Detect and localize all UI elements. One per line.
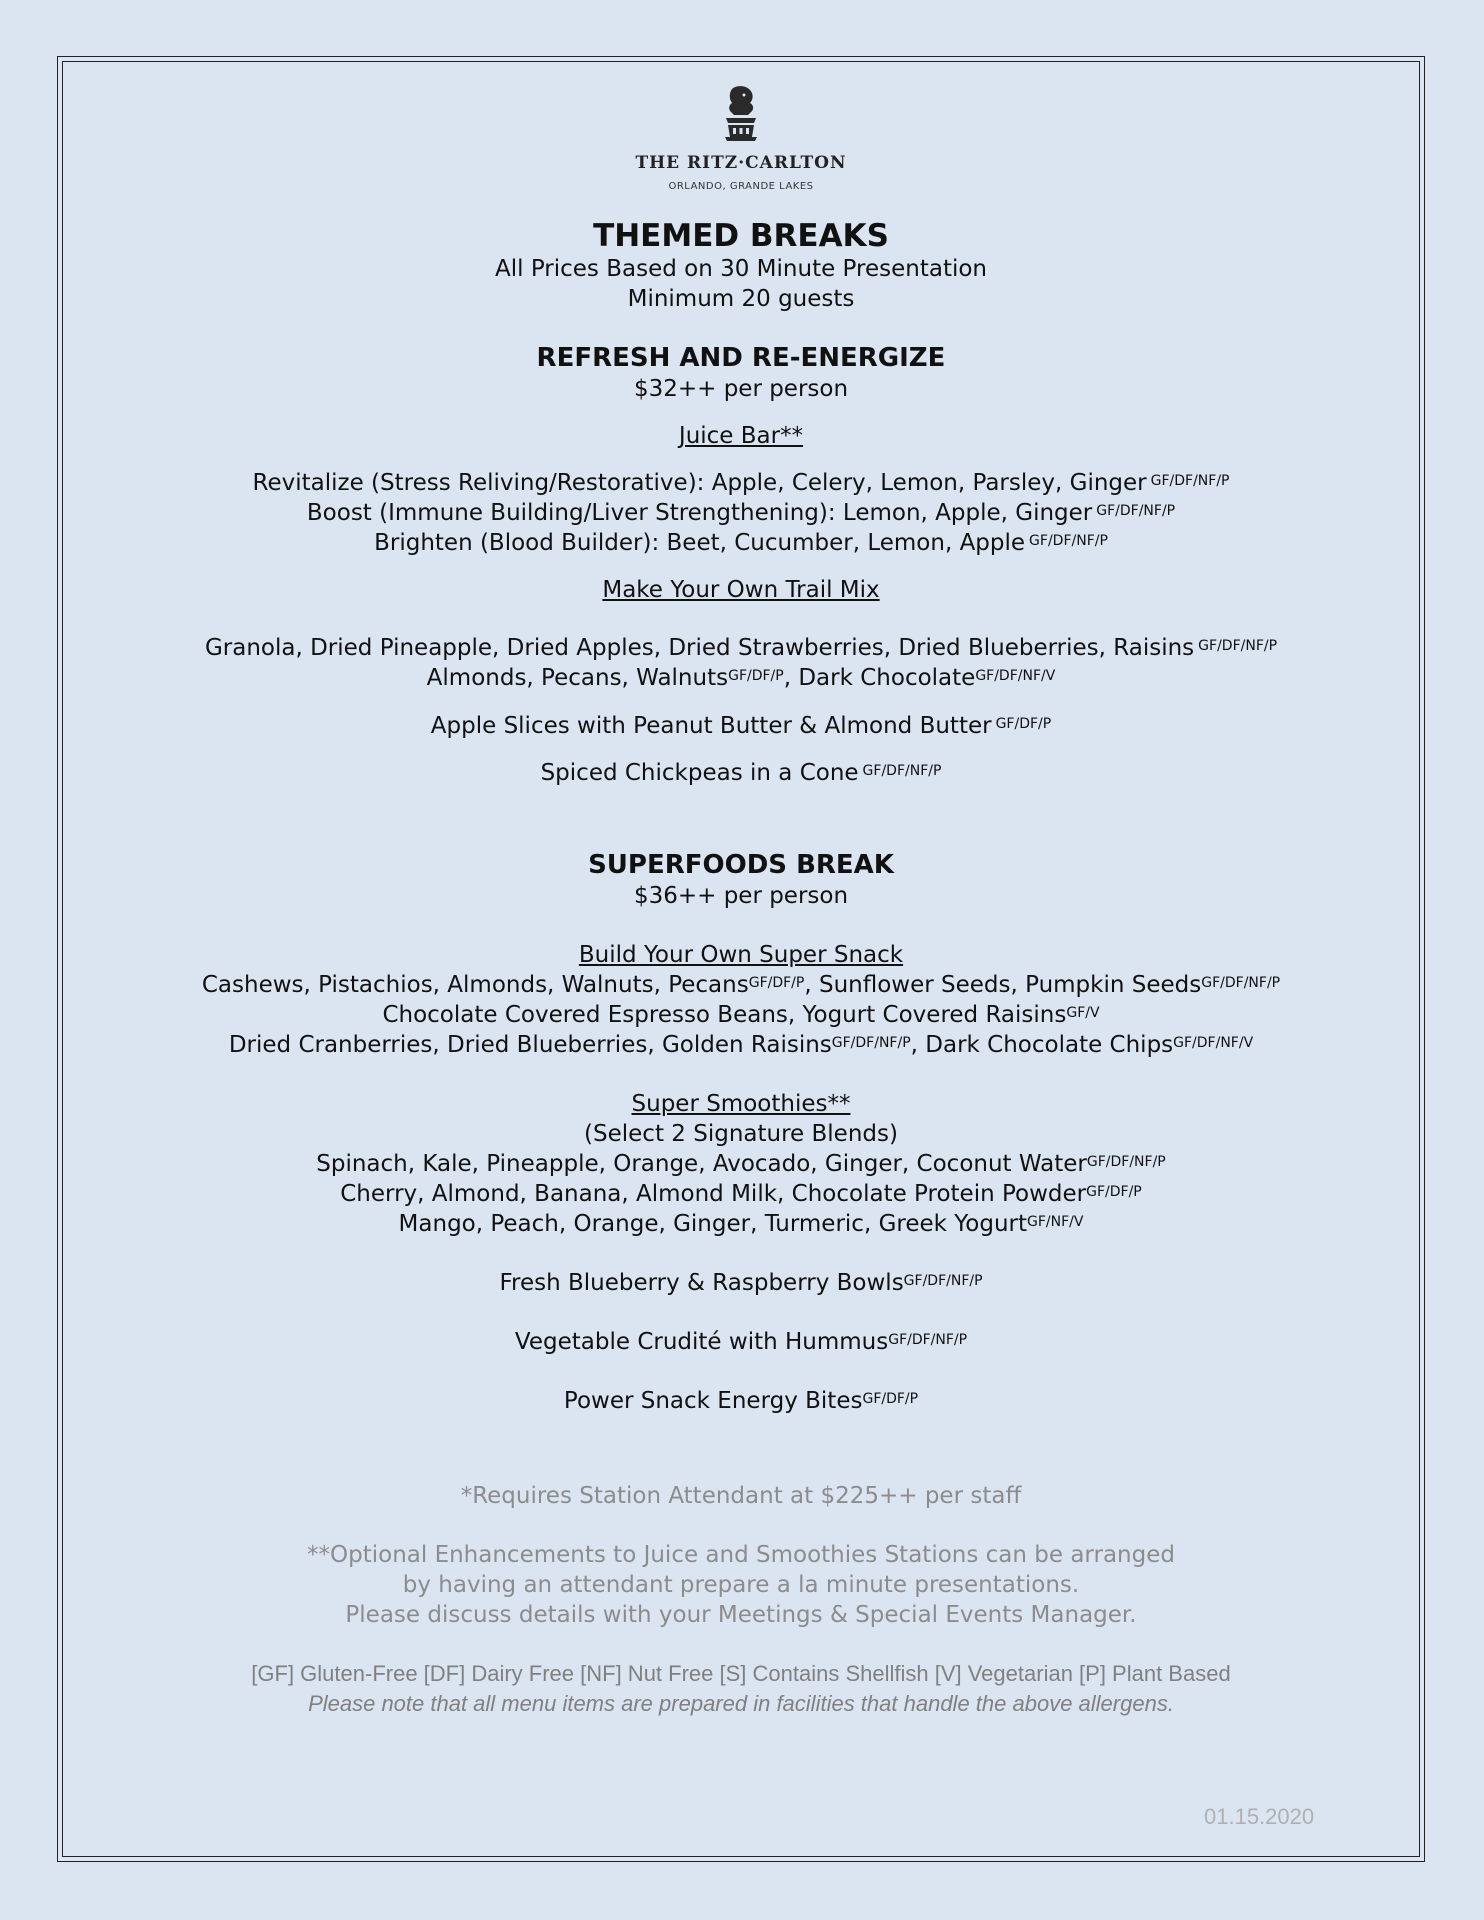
diet-tag: GF/DF/P <box>995 716 1052 732</box>
menu-item-brighten <box>62 528 1420 558</box>
diet-tag: GF/DF/P <box>862 1391 919 1407</box>
diet-tag: GF/DF/NF/P <box>1096 503 1176 519</box>
menu-item-snack-nuts <box>62 970 1420 1000</box>
diet-tag: GF/DF/NF/P <box>888 1332 968 1348</box>
revision-date: 01.15.2020 <box>1204 1804 1315 1829</box>
section-title-refresh: REFRESH AND RE-ENERGIZE <box>536 343 946 373</box>
diet-tag: GF/DF/NF/V <box>975 668 1056 684</box>
smoothie-select-note: (Select 2 Signature Blends) <box>584 1121 898 1147</box>
item-text: Boost (Immune Building/Liver Strengthening): Lemon, Apple, Ginger <box>306 500 1093 526</box>
item-text: Spiced Chickpeas in a Cone <box>540 760 859 786</box>
item-text: Cashews, Pistachios, Almonds, Walnuts, Pecans <box>201 972 749 998</box>
subtitle-presentation: All Prices Based on 30 Minute Presentation <box>495 256 987 282</box>
enhancement-note-3: Please discuss details with your Meetings & Special Events Manager. <box>345 1602 1137 1628</box>
brand-name: THE RITZ·CARLTON <box>635 153 847 173</box>
item-text: Cherry, Almond, Banana, Almond Milk, Chocolate Protein Powder <box>340 1181 1087 1207</box>
item-text: Dried Cranberries, Dried Blueberries, Golden Raisins <box>228 1032 832 1058</box>
item-text: Mango, Peach, Orange, Ginger, Turmeric, Greek Yogurt <box>398 1211 1027 1237</box>
allergen-legend: [GF] Gluten-Free [DF] Dairy Free [NF] Nut Free [S] Contains Shellfish [V] Vegetarian [P] Plant Based <box>251 1661 1231 1686</box>
lion-crown-logo-icon <box>62 85 1420 147</box>
menu-item-revitalize <box>62 468 1420 498</box>
subheading-juice-bar: Juice Bar** <box>678 423 804 449</box>
item-text: , Dark Chocolate <box>783 665 976 691</box>
subheading-super-smoothies: Super Smoothies** <box>631 1091 851 1117</box>
subheading-super-snack: Build Your Own Super Snack <box>578 942 904 968</box>
menu-item-trail-dried <box>62 633 1420 663</box>
diet-tag: GF/DF/NF/P <box>1198 638 1278 654</box>
item-text: , Sunflower Seeds, Pumpkin Seeds <box>804 972 1202 998</box>
diet-tag: GF/DF/NF/P <box>1150 473 1230 489</box>
menu-item-apple-slices <box>62 711 1420 741</box>
item-text: Almonds, Pecans, Walnuts <box>426 665 729 691</box>
enhancement-note-1: **Optional Enhancements to Juice and Smoothies Stations can be arranged <box>307 1542 1175 1568</box>
item-text: Brighten (Blood Builder): Beet, Cucumber, Lemon, Apple <box>374 530 1026 556</box>
menu-item-smoothie-mango <box>62 1209 1420 1239</box>
menu-item-trail-nuts <box>62 663 1420 693</box>
subtitle-minimum: Minimum 20 guests <box>627 286 855 312</box>
menu-item-smoothie-cherry <box>62 1179 1420 1209</box>
diet-tag: GF/DF/NF/P <box>862 763 942 779</box>
diet-tag: GF/DF/NF/P <box>903 1273 983 1289</box>
diet-tag: GF/DF/NF/P <box>1086 1154 1166 1170</box>
item-text: Chocolate Covered Espresso Beans, Yogurt Covered Raisins <box>382 1002 1067 1028</box>
diet-tag: GF/DF/NF/P <box>1029 533 1108 549</box>
price-superfoods: $36++ per person <box>633 883 849 909</box>
item-text: Spinach, Kale, Pineapple, Orange, Avocado, Ginger, Coconut Water <box>316 1151 1087 1177</box>
menu-item-boost <box>62 498 1420 528</box>
menu-item-crudite <box>62 1327 1420 1357</box>
menu-item-smoothie-green <box>62 1149 1420 1179</box>
menu-item-snack-chocolate <box>62 1000 1420 1030</box>
item-text: Power Snack Energy Bites <box>563 1388 863 1414</box>
price-refresh: $32++ per person <box>633 376 849 402</box>
diet-tag: GF/DF/NF/P <box>831 1035 911 1051</box>
diet-tag: GF/NF/V <box>1027 1214 1084 1230</box>
attendant-note: *Requires Station Attendant at $225++ per staff <box>460 1483 1022 1509</box>
page-title: THEMED BREAKS <box>593 218 889 254</box>
diet-tag: GF/DF/P <box>1086 1184 1142 1200</box>
menu-item-snack-dried <box>62 1030 1420 1060</box>
diet-tag: GF/DF/NF/P <box>1201 975 1281 991</box>
diet-tag: GF/DF/P <box>748 975 805 991</box>
item-text: Apple Slices with Peanut Butter & Almond Butter <box>430 713 992 739</box>
diet-tag: GF/V <box>1066 1005 1100 1021</box>
item-text: Fresh Blueberry & Raspberry Bowls <box>499 1270 904 1296</box>
item-text: Granola, Dried Pineapple, Dried Apples, Dried Strawberries, Dried Blueberries, Raisins <box>204 635 1195 661</box>
brand-location: ORLANDO, GRANDE LAKES <box>668 181 814 192</box>
menu-page <box>62 61 1420 1719</box>
subheading-trail-mix: Make Your Own Trail Mix <box>602 577 880 603</box>
item-text: , Dark Chocolate Chips <box>910 1032 1174 1058</box>
diet-tag: GF/DF/P <box>728 668 784 684</box>
item-text: Vegetable Crudité with Hummus <box>514 1329 889 1355</box>
menu-item-chickpeas <box>62 758 1420 788</box>
diet-tag: GF/DF/NF/V <box>1173 1035 1254 1051</box>
menu-item-berry-bowls <box>62 1268 1420 1298</box>
section-title-superfoods: SUPERFOODS BREAK <box>588 850 894 880</box>
menu-item-energy-bites <box>62 1386 1420 1416</box>
allergen-note: Please note that all menu items are prepared in facilities that handle the above allergens. <box>308 1691 1174 1716</box>
item-text: Revitalize (Stress Reliving/Restorative): Apple, Celery, Lemon, Parsley, Ginger <box>252 470 1147 496</box>
enhancement-note-2: by having an attendant prepare a la minute presentations. <box>402 1572 1080 1598</box>
